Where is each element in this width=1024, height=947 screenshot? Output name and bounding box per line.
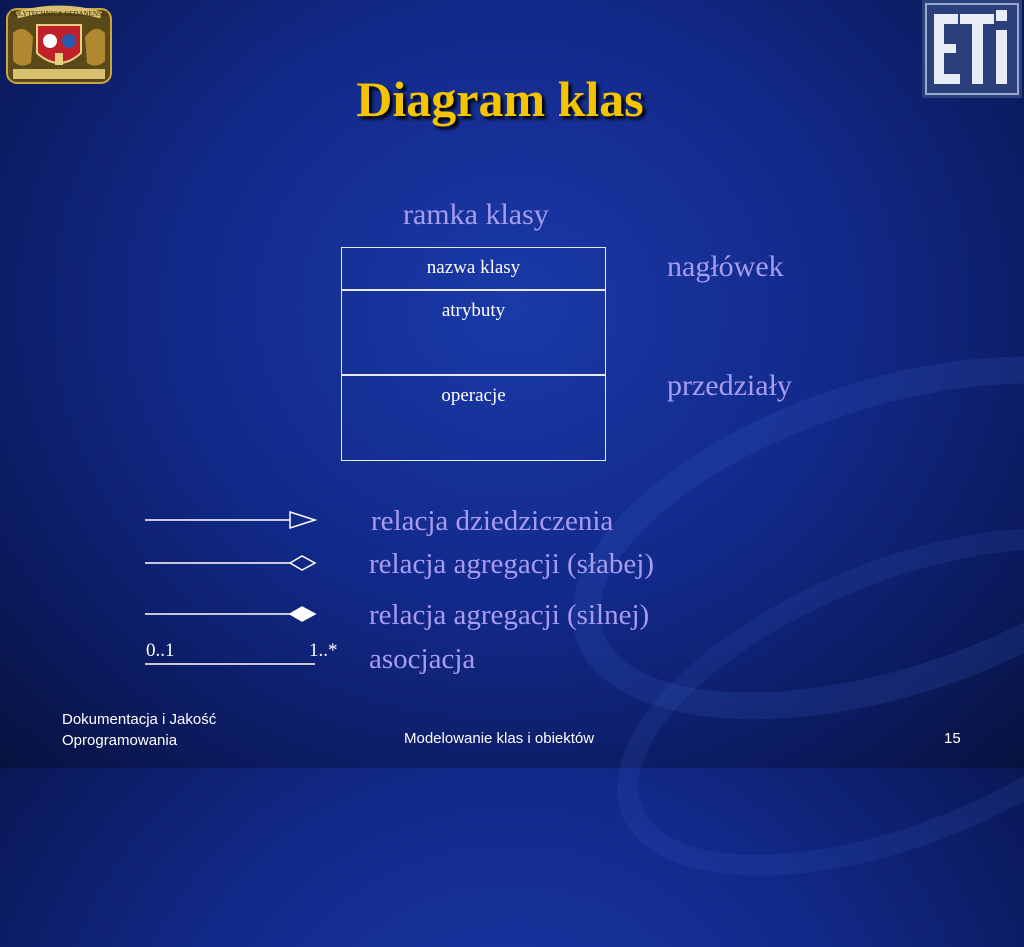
class-name-text: nazwa klasy	[426, 257, 521, 278]
multiplicity-right: 1..*	[309, 640, 338, 661]
weak-aggregation-label: relacja agregacji (słabej)	[369, 548, 654, 580]
strong-aggregation-label: relacja agregacji (silnej)	[369, 599, 650, 631]
footer-topic: Modelowanie klas i obiektów	[404, 730, 595, 747]
attributes-text: atrybuty	[441, 300, 506, 321]
footer-course-line2: Oprogramowania	[62, 732, 178, 749]
page-number: 15	[944, 730, 961, 747]
operations-text: operacje	[441, 385, 506, 406]
class-name-compartment	[341, 247, 606, 291]
slide-title: Diagram klas	[356, 71, 644, 127]
inheritance-arrow	[145, 512, 315, 528]
strong-aggregation-arrow	[145, 607, 315, 621]
eti-logo-text: ETI	[971, 96, 973, 97]
operations-compartment	[341, 374, 606, 461]
footer-course	[62, 709, 216, 751]
attributes-compartment	[341, 289, 606, 376]
weak-aggregation-arrow	[145, 556, 315, 570]
header-label: nagłówek	[667, 250, 784, 283]
multiplicity-left: 0..1	[146, 640, 175, 661]
compartments-label: przedziały	[667, 369, 792, 402]
background-swoosh	[569, 457, 1024, 947]
seal-text: POLYTECHNICA GEDANENSIS	[9, 10, 109, 18]
frame-label: ramka klasy	[403, 198, 549, 231]
association-label: asocjacja	[369, 643, 476, 675]
inheritance-label: relacja dziedziczenia	[371, 505, 614, 537]
footer-course-line1: Dokumentacja i Jakość	[62, 711, 217, 728]
